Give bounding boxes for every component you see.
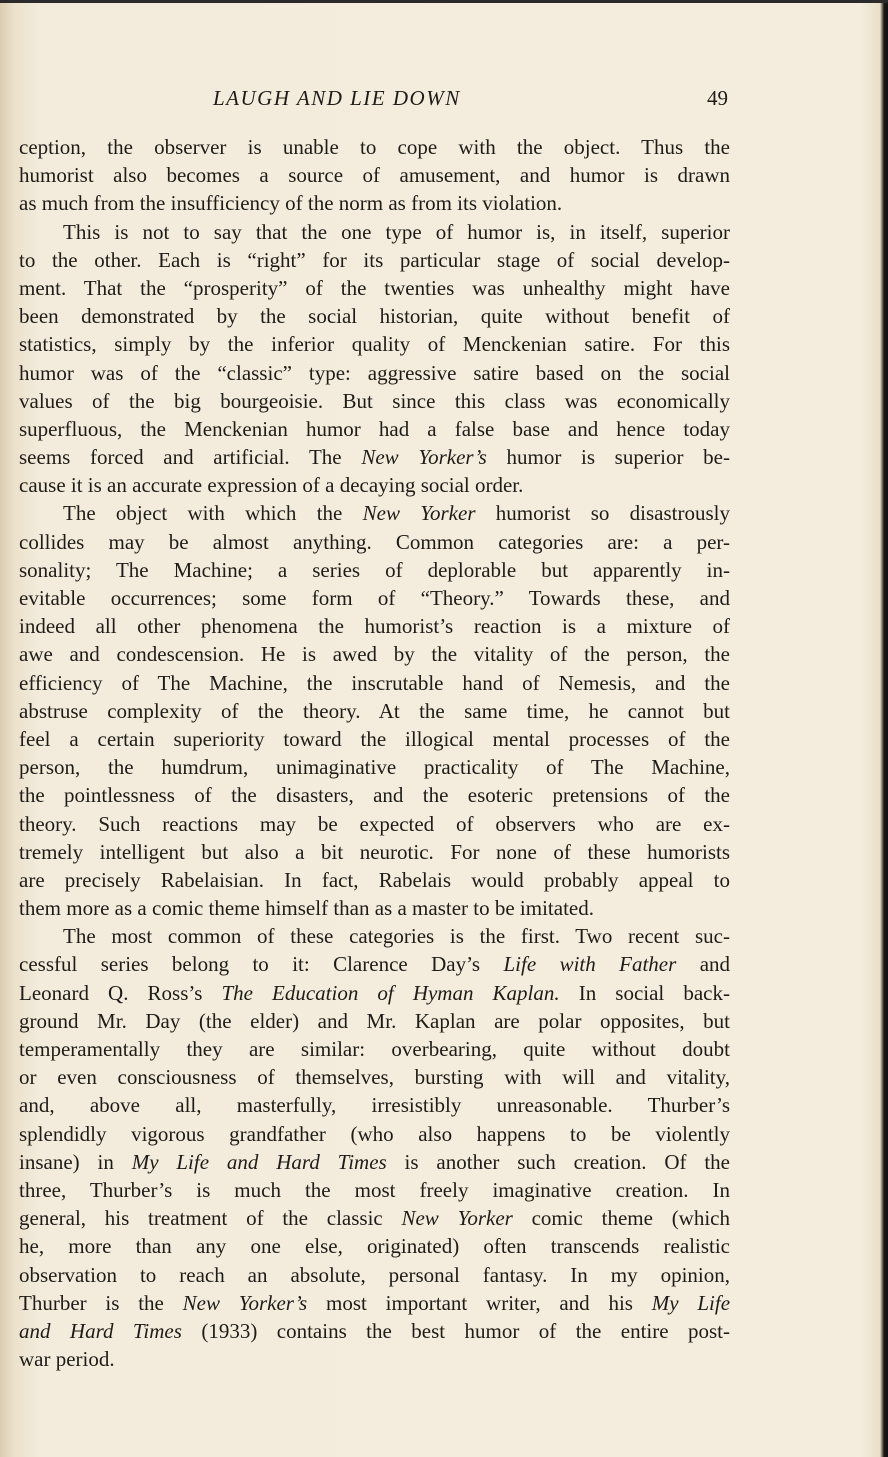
text-line: [19, 838, 730, 866]
text-line: [19, 359, 730, 387]
text-run: cessful series belong to it: Clarence Day’s: [19, 952, 504, 977]
italic-title: New Yorker: [401, 1206, 513, 1231]
text-run: humorist so disastrously: [475, 501, 730, 526]
text-run: evitable occurrences; some form of “Theory.” Towards these, and: [19, 586, 730, 610]
text-run: and: [676, 952, 730, 977]
text-line: [19, 1176, 730, 1204]
text-line: [19, 781, 730, 809]
text-line: [19, 330, 730, 358]
text-run: and, above all, masterfully, irresistibly unreasonable. Thurber’s: [19, 1093, 730, 1118]
text-run: theory. Such reactions may be expected of observers who are ex-: [19, 811, 730, 836]
text-line: [19, 133, 730, 161]
text-run: awe and condescension. He is awed by the vitality of the person, the: [19, 642, 730, 667]
text-line: [19, 218, 730, 246]
text-run: ment. That the “prosperity” of the twenties was unhealthy might have: [19, 275, 730, 300]
text-run: splendidly vigorous grandfather (who also happens to be violently: [19, 1121, 730, 1146]
text-run: war period.: [19, 1347, 115, 1372]
text-run: cause it is an accurate expression of a decaying social order.: [19, 473, 524, 498]
text-run: tremely intelligent but also a bit neurotic. For none of these humorists: [19, 839, 730, 864]
text-line: [19, 161, 730, 189]
text-line: [19, 274, 730, 302]
italic-title: The Education of Hyman Kaplan.: [221, 980, 560, 1005]
body-text: [19, 133, 730, 1373]
text-line: [19, 499, 730, 527]
text-line: [19, 922, 730, 950]
text-line: [19, 556, 730, 584]
italic-title: Life with Father: [503, 952, 677, 977]
text-run: been demonstrated by the social historian, quite without benefit of: [19, 304, 730, 329]
text-line: [19, 302, 730, 330]
text-line: [19, 612, 730, 640]
text-run: humorist also becomes a source of amusement, and humor is drawn: [19, 163, 730, 188]
text-line: [19, 471, 730, 499]
text-line: [19, 1261, 730, 1289]
text-run: Thurber is the: [19, 1290, 183, 1315]
text-line: [19, 1232, 730, 1260]
text-line: [19, 1345, 730, 1373]
text-run: values of the big bourgeoisie. But since this class was economically: [19, 388, 730, 413]
text-line: [19, 950, 730, 978]
text-run: feel a certain superiority toward the illogical mental processes of the: [19, 726, 730, 751]
text-line: [19, 810, 730, 838]
text-line: [19, 753, 730, 781]
text-line: [19, 697, 730, 725]
text-line: [19, 640, 730, 668]
text-run: collides may be almost anything. Common categories are: a per-: [19, 529, 730, 554]
text-line: [19, 1120, 730, 1148]
text-run: The most common of these categories is the first. Two recent suc-: [63, 924, 730, 949]
text-line: [19, 979, 730, 1007]
text-run: three, Thurber’s is much the most freely imaginative creation. In: [19, 1177, 730, 1202]
text-line: [19, 189, 730, 217]
italic-title: My Life and Hard Times: [131, 1149, 387, 1174]
text-run: Leonard Q. Ross’s: [19, 980, 222, 1005]
text-line: [19, 387, 730, 415]
text-run: he, more than any one else, originated) often transcends realistic: [19, 1234, 730, 1259]
text-run: sonality; The Machine; a series of deplorable but apparently in-: [19, 557, 730, 582]
text-line: [19, 584, 730, 612]
running-title: LAUGH AND LIE DOWN: [213, 86, 461, 110]
text-run: In social back-: [559, 980, 730, 1005]
text-line: [19, 725, 730, 753]
italic-title: New Yorker’s: [182, 1290, 308, 1315]
text-line: [19, 1289, 730, 1317]
text-run: abstruse complexity of the theory. At the same time, he cannot but: [19, 698, 730, 723]
text-line: [19, 1317, 730, 1345]
text-line: [19, 1063, 730, 1091]
text-run: person, the humdrum, unimaginative practicality of The Machine,: [19, 755, 730, 780]
text-run: as much from the insufficiency of the norm as from its violation.: [19, 191, 563, 216]
italic-title: New Yorker: [362, 501, 476, 526]
text-line: [19, 246, 730, 274]
text-run: temperamentally they are similar: overbearing, quite without doubt: [19, 1037, 730, 1061]
italic-title: New Yorker’s: [361, 445, 487, 470]
text-run: The object with which the: [63, 501, 363, 526]
text-run: superfluous, the Menckenian humor had a false base and hence today: [19, 416, 730, 441]
text-run: seems forced and artificial. The: [19, 445, 362, 470]
text-run: to the other. Each is “right” for its particular stage of social develop-: [19, 247, 730, 272]
text-run: (1933) contains the best humor of the entire post-: [181, 1318, 730, 1343]
text-run: efficiency of The Machine, the inscrutable hand of Nemesis, and the: [19, 670, 730, 695]
text-line: [19, 894, 730, 922]
page-top-edge: [0, 0, 888, 3]
text-run: most important writer, and his: [307, 1290, 652, 1315]
text-run: are precisely Rabelaisian. In fact, Rabelais would probably appeal to: [19, 867, 730, 892]
text-run: is another such creation. Of the: [386, 1149, 730, 1174]
text-line: [19, 443, 730, 471]
text-run: general, his treatment of the classic: [19, 1206, 402, 1231]
text-run: indeed all other phenomena the humorist’s reaction is a mixture of: [19, 614, 730, 639]
text-line: [19, 1091, 730, 1119]
text-run: humor was of the “classic” type: aggressive satire based on the social: [19, 360, 730, 385]
text-run: humor is superior be-: [486, 445, 730, 470]
text-line: [19, 1204, 730, 1232]
text-run: or even consciousness of themselves, bursting with will and vitality,: [19, 1065, 730, 1090]
text-run: statistics, simply by the inferior quality of Menckenian satire. For this: [19, 332, 730, 357]
text-line: [19, 866, 730, 894]
text-line: [19, 1007, 730, 1035]
text-line: [19, 415, 730, 443]
italic-title: and Hard Times: [19, 1318, 182, 1343]
text-line: [19, 1035, 730, 1063]
text-line: [19, 528, 730, 556]
text-run: ception, the observer is unable to cope with the object. Thus the: [19, 135, 730, 159]
italic-title: My Life: [651, 1290, 730, 1315]
text-run: This is not to say that the one type of humor is, in itself, superior: [63, 219, 730, 244]
text-line: [19, 669, 730, 697]
text-run: comic theme (which: [512, 1206, 730, 1231]
text-run: ground Mr. Day (the elder) and Mr. Kaplan are polar opposites, but: [19, 1008, 730, 1033]
text-line: [19, 1148, 730, 1176]
text-run: insane) in: [19, 1149, 132, 1174]
page-number: 49: [707, 86, 728, 110]
text-run: the pointlessness of the disasters, and the esoteric pretensions of the: [19, 783, 730, 808]
text-run: observation to reach an absolute, personal fantasy. In my opinion,: [19, 1262, 730, 1287]
running-head: [18, 86, 736, 116]
text-run: them more as a comic theme himself than as a master to be imitated.: [19, 896, 594, 921]
